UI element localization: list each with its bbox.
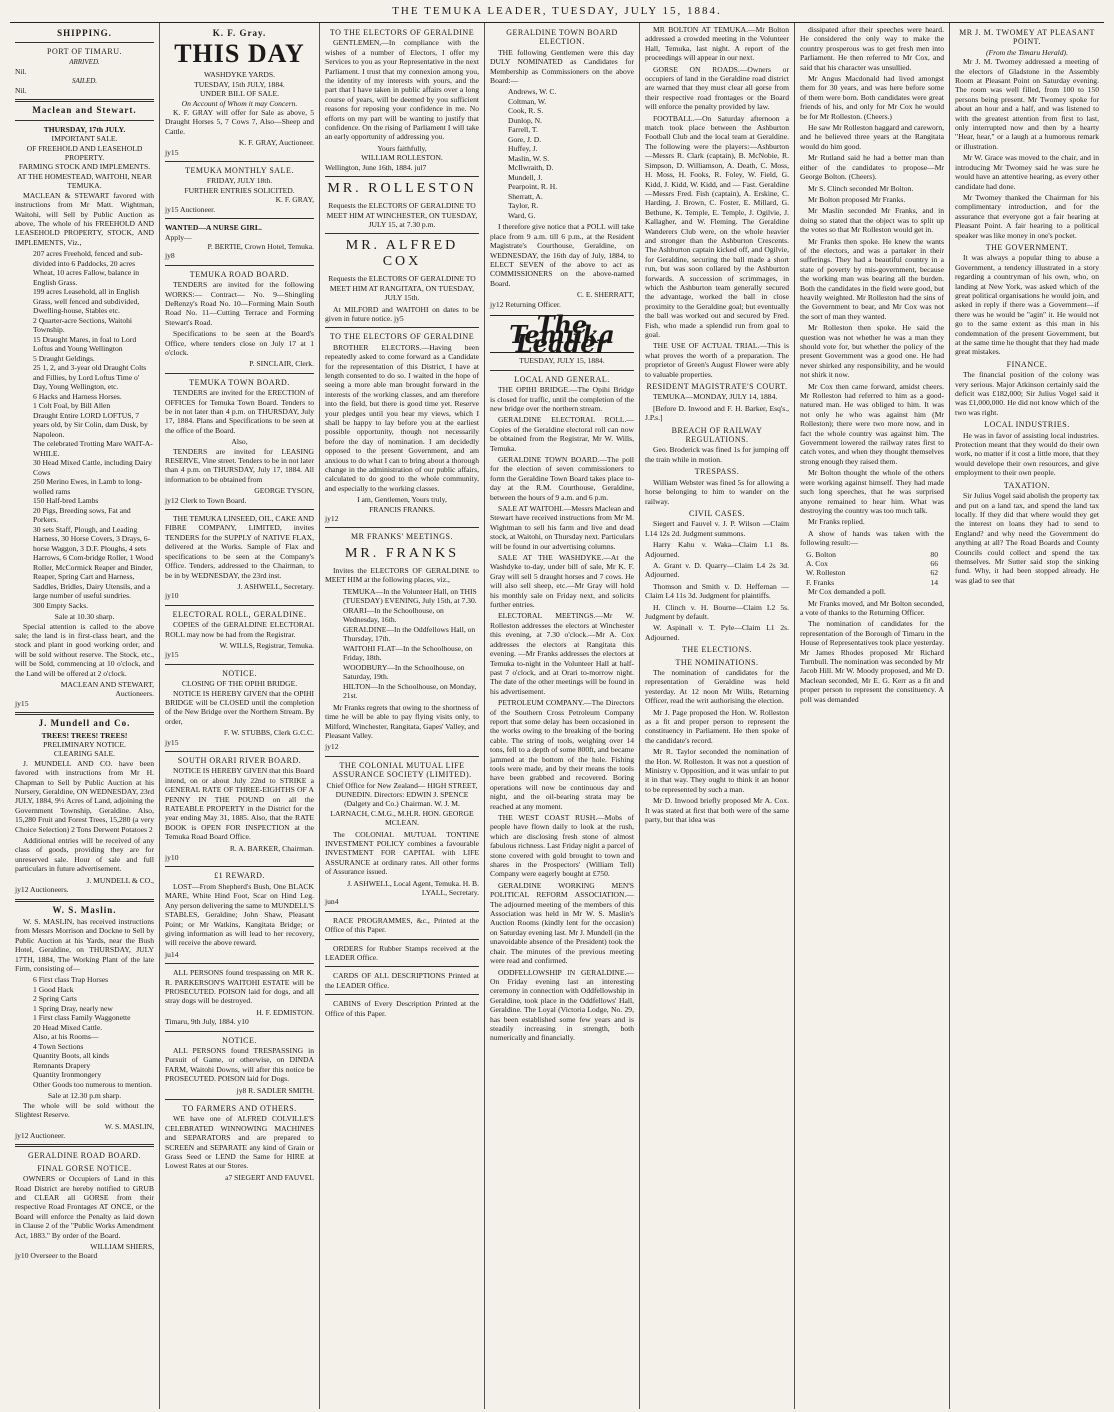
report-paragraph: Mr J. M. Twomey addressed a meeting of the electors of Gladstone in the Assembly Room at Pleasant Point on Saturday evening. The room was well filled, from 100 to 150 persons being present. Mr Twomey spoke for about an hour and a half, and was listened to with the greatest attention from first to last, only interrupted now and then by a hearty "Hear, hear," or a laugh at a humorous remark or illustration. [955,57,1099,151]
meeting-item: TEMUKA—In the Volunteer Hall, on THIS (TUESDAY) EVENING, July 15th, at 7.30. [343,586,477,606]
plant-item: 2 Spring Carts [33,994,77,1004]
linseed-body: THE TEMUKA LINSEED, OIL, CAKE AND FIBRE COMPANY, LIMITED, invites TENDERS for the SUPPLY of NATIVE FLAX, delivered at the Works. Sample of Flax and specifications to be seen at the Company's Office. Tenders, addressed to the Chairman, to be in by WEDNESDAY, the 23rd inst. [165,514,314,580]
road-board-signature: P. SINCLAIR, Clerk. [249,359,314,369]
candidate-name: McIlwraith, D. [508,163,554,173]
news-paragraph: SALE AT THE WASHDYKE.—At the Washdyke to-day, under bill of sale, Mr K. F. Gray will sell 5 draught horses and 7 cows. He will also sell sheep, etc.—Mr Gray will hold his monthly sale on Friday next, and solicits further entries. [490,553,634,610]
town-board-also: Also, [231,437,248,447]
cox-request: Requests the ELECTORS OF GERALDINE TO MEET HIM AT RANGITATA, ON TUESDAY, JULY 15th. [328,274,476,303]
monthly-signature: K. F. GRAY, [275,195,314,205]
farmers-body: WE have one of ALFRED COLVILLE'S CELEBRATED WINNOWING MACHINES and SEPARATORS and are prepared to SCREEN and SEPARATE any kind of Grain or Grass Seed or LEND the Same for HIRE at Lowest Rates at our Stores. [165,1114,314,1171]
ad-sale-line1: IMPORTANT SALE. [51,134,118,144]
wanted-apply: Apply— [165,232,192,242]
port-heading: PORT OF TIMARU. [47,47,122,57]
news-paragraph: Mr D. Inwood briefly proposed Mr A. Cox. It was stated at first that both were of the same party, but that idea was [645,796,789,825]
stock-item: 207 acres Freehold, fenced and sub-divided into 6 Paddocks, 20 acres Wheat, 10 acres Fallow, balance in English Grass. [33,249,143,287]
candidate-name: Dunlop, N. [508,115,542,125]
gray-date: TUESDAY, 15th JULY, 1884. [194,79,285,89]
maslin-signature: W. S. MASLIN, [104,1121,154,1131]
gray-signature: K. F. GRAY, Auctioneer. [238,138,314,148]
stock-item: 30 Head Mixed Cattle, including Dairy Cows [33,458,152,477]
result-name: G. Bolton [806,549,836,559]
section-heading: BREACH OF RAILWAY REGULATIONS. [671,425,763,445]
monthly-date: FRIDAY, JULY 18th. [206,176,273,186]
maslin-ref: jy12 Auctioneer. [15,1130,66,1140]
ad-firm-maclean: Maclean and Stewart. [32,105,137,116]
ad-sale-line2: OF FREEHOLD AND LEASEHOLD PROPERTY. [26,143,143,163]
rolleston-signature: WILLIAM ROLLESTON. [361,153,443,163]
further-entries: FURTHER ENTRIES SOLICITED. [184,185,295,195]
rolleston-close: Yours faithfully, [377,143,427,153]
sailed-nil: Nil. [15,86,27,96]
arrived-nil: Nil. [15,67,27,77]
candidate-name: Cook, R. S. [508,106,544,116]
news-paragraph: [Before D. Inwood and F. H. Barker, Esq's., J.P.s.] [645,403,789,423]
wanted-ref: jy8 [165,251,175,261]
news-paragraph: The nomination of candidates for the representation of the Borough of Timaru in the House of Representatives took place yesterday. Mr James Rhodes proposed Mr Richard Turnbull. The nomination was seconded by Mr Jacob Hill. Mr W. Moody proposed, and Mr D. Maclean seconded, Mr E. G. Kerr as a fit and proper person to represent the constituency. A poll was demanded [800,619,944,704]
news-paragraph: PETROLEUM COMPANY.—The Directors of the Southern Cross Petroleum Company report that some delay has been occasioned in the works owing to the breaking of the boring cable. The string of tools, weighing over 14 tons, fell to a depth of some 800ft, and became jammed at the bottom of the hole. Fishing tools were made, and by their means the tools have been grabbed and recovered. Boring operations will now be continuous day and night, and the oil-bearing strata may be reached at any moment. [490,698,634,811]
result-name: F. Franks [806,577,835,587]
news-paragraph: A. Grant v. D. Quarry—Claim L4 2s 3d. Adjourned. [645,560,789,580]
gray-body: K. F. GRAY will offer for Sale as above, 5 Draught Horses 5, 7 Cows 7, Also—Sheep and Cattle. [165,108,314,136]
cards-ad: CARDS OF ALL DESCRIPTIONS Printed at the LEADER Office. [325,971,479,990]
electors-heading-2: TO THE ELECTORS OF GERALDINE [329,332,475,342]
election-poll: I therefore give notice that a POLL will take place from 9 a.m. till 6 p.m., at the Resident Magistrate's Courthouse, Geraldine, on WEDNESDAY, the 16th day of July, 1884, to ELECT SEVEN of the above to act as COMMISSIONERS on the above-named Board. [490,222,634,288]
trespass-body: ALL PERSONS found trespassing on MR K. R. PARKERSON'S WAITOHI ESTATE will be PROSECUTED. POISON laid for dogs, and all stray dogs will be destroyed. [165,968,314,1006]
news-paragraph: H. Clinch v. H. Bourne—Claim L2 5s. Judgment by default. [645,602,789,621]
candidate-name: Mundell, J. [508,172,543,182]
result-name: W. Rolleston [806,568,846,578]
section-heading: THE NOMINATIONS. [675,657,759,667]
news-paragraph: Mr S. Clinch seconded Mr Bolton. [808,183,914,193]
gorse-ref: jy10 Overseer to the Board [15,1251,98,1261]
result-votes: 62 [930,568,938,578]
section-heading: THE ELECTIONS. [681,645,753,655]
section-heading: TRESPASS. [694,467,740,477]
farmers-signature: a7 SIEGERT AND FAUVEL [225,1172,314,1182]
section-heading: THE GOVERNMENT. [985,242,1069,252]
candidate-list [508,87,634,220]
plant-item: 1 First class Family Waggonette [33,1013,131,1023]
race-ad: RACE PROGRAMMES, &c., Printed at the Office of this Paper. [325,915,479,935]
candidate-name: Taylor, R. [508,201,539,211]
trespass-signature: H. F. EDMISTON. [256,1007,314,1017]
gray-firm: K. F. Gray. [212,28,267,38]
column-2 [160,23,320,1409]
town-board-body-2: TENDERS are invited for LEASING RESERVE, Vine street. Tenders to be in not later than 4 p.m. on THURSDAY, July 17, 1884. All information to be obtained from [165,446,314,484]
franks-signature: FRANCIS FRANKS. [369,504,435,514]
column-6 [795,23,950,1409]
report-paragraph: It was always a popular thing to abuse a Government, a tendency illustrated in a story regarding a countryman of his own, who, on landing at New York, was asked which of the great political organisations he would join, and asked in reply if there was a Government—if there was he would be "agin" it. He would not go to the same extent as this man in his condemnation of the present Government, but at the same time he thought that they had made great mistakes. [955,253,1099,357]
news-paragraph: THE WEST COAST RUSH.—Mobs of people have flown daily to look at the rush, which are disclosing fresh stone of almost fabulous richness. Last Friday night a parcel of stone covered with gold brought to town and shares in the Prospectors' (William Tell) Company were eagerly bought at £750. [490,813,634,879]
linseed-ref: jy10 [165,591,179,601]
mundell-ref: jy12 Auctioneers. [15,885,69,895]
stock-item: 25 1, 2, and 3-year old Draught Colts and Fillies, by Lord Loftus Time o' Day, Young Wellington, etc. [33,363,147,392]
result-row [806,550,938,559]
stock-item: 199 acres Leasehold, all in English Grass, well fenced and subdivided, Dwelling-house, Stables etc. [33,287,140,316]
news-paragraph: Mr R. Taylor seconded the nomination of the Hon. W. Rolleston. It was not a question of Ministry v. Opposition, and it was unfair to put it in that way. They ought to think it an honor to be represented by such a man. [645,747,789,794]
arrived-label: ARRIVED. [69,57,100,66]
column-1 [10,23,160,1409]
news-paragraph: Mr Franks then spoke. He knew the wants of the electors, and was a partaker in their sufferings. They had a beautiful country in a state of poverty by mis-government, because the working man was bearing all the burden. Both the candidates in the field were good, but heavily weighted. Mr Rolleston had the sins of the Government to bear, and Mr Cox was not the sort of man they wanted. [800,236,944,321]
news-paragraph: Mr Franks replied. [808,517,865,527]
ad-signature-role: Auctioneers. [115,689,154,699]
rolleston-ref: Wellington, June 16th, 1884. jul7 [325,162,427,172]
column-4 [485,23,640,1409]
orari-ref: jy10 [165,853,179,863]
reward-ref: ju14 [165,949,179,959]
roll-body: COPIES of the GERALDINE ELECTORAL ROLL may now be had from the Registrar. [165,620,314,639]
ad-firm-mundell: J. Mundell and Co. [38,718,131,729]
roll-signature: W. WILLS, Registrar, Temuka. [219,640,314,650]
local-news [490,385,634,1043]
report-paragraph: Mr Twomey thanked the Chairman for his complimentary introduction, and for the assurance that everyone got a fair hearing at Pleasant Point. A fair hearing to a political speaker was like money in one's pocket. [955,192,1099,240]
plant-item: Quantity Ironmongery [33,1070,102,1080]
colonial-ref: jun4 [325,897,339,907]
column-3 [320,23,485,1409]
rolleston-request: Requests the ELECTORS OF GERALDINE TO MEET HIM AT WINCHESTER, ON TUESDAY, JULY 15, at 7.30 p.m. [326,201,478,229]
special-note: Special attention is called to the above sale; the land is in first-class heart, and the stock and plant in good working order, and will be sold without reserve. The Stock, etc., will be Sold, commencing at 10 o'clock, and the Land will be offered at 2 o'clock. [15,621,154,678]
franks-name: MR. FRANKS [344,545,460,561]
franks-letter: BROTHER ELECTORS.—Having been repeatedly asked to come forward as a Candidate for the representation of this District, I have at length consented to do so. I waited in the hope of seeing a more able man brought forward in the interests of the working classes, and am therefore into the field, but there is good time yet. Reserve your pledges until you hear my views, which I shall be happy to lay before you at the earliest possible opportunity, though not necessarily before the day of nomination. I am decidedly opposed to the present Government, and am anxious to do what I can to bring about a thorough change in the administration of our public affairs, calculated to do good to the whole community, and especially to the working classes. [325,342,479,493]
meeting-item: ORARI—In the Schoolhouse, on Wednesday, 16th. [343,605,444,625]
column-5 [640,23,795,1409]
road-board-heading: TEMUKA ROAD BOARD. [189,269,290,279]
orari-heading: SOUTH ORARI RIVER BOARD. [177,756,302,765]
account: On Account of Whom it may Concern. [181,98,298,108]
stock-item: 20 Pigs, Breeding sows, Fat and Porkers. [33,505,131,525]
ad-place: AT THE HOMESTEAD, WAITOHI, NEAR TEMUKA. [17,171,152,191]
closing-heading: CLOSING OF THE OPIHI BRIDGE. [181,679,298,689]
colonial-policy: The COLONIAL MUTUAL TONTINE INVESTMENT POLICY combines a favourable INVESTMENT FOR CAPITAL with LIFE ASSURANCE at ordinary rates. All other forms of Assurance issued. [325,829,479,877]
candidate-name: Coltman, W. [508,96,547,106]
plant-item: 6 First class Trap Horses [33,975,109,985]
news-paragraph: THE OPIHI BRIDGE.—The Opihi Bridge is closed for traffic, until the completion of the new bridge over the northern stream. [490,385,634,413]
paper-banner: The Temuka Leader [490,315,634,353]
news-paragraph: Siegert and Fauvel v. J. P. Wilson —Claim L14 12s 2d. Judgment summons. [645,519,789,538]
cox-request-2: At MILFORD and WAITOHI on dates to be given in future notice. jy5 [325,304,479,323]
roll-ref: jy15 [165,650,179,660]
candidate-name: Sherratt, A. [508,191,543,201]
plant-item: Quantity Boots, all kinds [33,1051,109,1061]
news-paragraph: Mr Angus Macdonald had lived amongst them for 30 years, and was here before some of them were born. Both candidates were great friends of his, and only for Mr Cox he would be for Mr Rolleston. (Cheers.) [800,74,944,121]
news-column-5 [645,25,789,825]
report-paragraph: He was in favor of assisting local industries. Protection meant that they would do their own work, no matter if it cost a little more, that they would develope their own resources, and give employment to their own people. [955,430,1099,478]
column-7 [950,23,1104,1409]
clearing-heading: CLEARING SALE. [53,749,116,759]
this-day-title: THIS DAY [174,39,305,69]
masthead: THE TEMUKA LEADER, TUESDAY, JULY 15, 1884. [10,0,1104,23]
reward-body: LOST—From Shepherd's Bush, One BLACK MARE, White Hind Foot, Scar on Hind Leg. Any person delivering the same to MUNDELL'S STABLES, Geraldine; John Shaw, Pleasant Point; or Mr Watkins, Kangitata Bridge; or giving information as will lead to her recovery, will receive the above reward. [165,881,314,948]
sailed-label: SAILED. [71,76,98,85]
stock-item: 300 Empty Sacks. [33,600,89,610]
section-heading: RESIDENT MAGISTRATE'S COURT. [646,382,788,392]
news-paragraph: FOOTBALL.—On Saturday afternoon a match took place between the Ashburton Football Club and the local team at Geraldine. The following were the players:—Ashburton—Messrs R. Clark (captain), B. McNobie, R. Simpson, D. Williamson, A. Death, C. Moss, H. Moss, H. Fooks, R. Foley, W. Field, G. Kidd, J. Kidd, W. Kidd, and — Fast. Geraldine—Messrs Fred. Fish (captain), A. Erskine, C. Harding, J. Brown, C. Foster, E. Millard, G. Bethune, K. Temple, E. Temple, J. Ogilvie, J. Kallagher, and W. Fleming. The Geraldine Wanderers Club were, on the whole heavier and stronger than the Ashburton Crescents. The Ashburton captain kicked off, and Ogilvie, for Geraldine, securing the ball made a short run, but was soon collared by the Ashburton forwards. A succession of scrimmages, in which the Ashburton team generally secured the advantage, worked the ball in close proximity to the Geraldine goal; but eventually the ball was worked out and secured by Fred. Fish, who made a splendid run from goal to goal. [645,113,789,339]
twomey-report [955,57,1099,585]
candidate-name: Huffey, J. [508,144,538,154]
notice-heading: NOTICE. [222,668,257,678]
town-board-heading: TEMUKA TOWN BOARD. [189,377,290,387]
trespass-ref: Timaru, 9th July, 1884. y10 [165,1017,249,1027]
franks-meeting-list [343,587,479,701]
notice2-body: ALL PERSONS found TRESPASSING in Pursuit of Game, or otherwise, on DINDA FARM, Waitohi Downs, will after this notice be PROSECUTED. POISON laid for Dogs. [165,1045,314,1084]
ad-firm-maslin: W. S. Maslin. [52,904,117,915]
plant-item: 20 Head Mixed Cattle. [33,1022,103,1032]
news-paragraph: TEMUKA—MONDAY, JULY 14, 1884. [653,392,778,402]
news-paragraph: dissipated after their speeches were heard. He considered the only way to make the country prosperous was to get fresh men into Parliament. He then referred to Mr Cox, and said that his character was unsullied. [800,25,944,72]
news-column-6 [800,25,944,548]
gray-ref: jy15 [165,147,179,157]
electors-heading: TO THE ELECTORS OF GERALDINE [329,28,475,37]
result-votes: 66 [930,558,938,568]
mundell-body-2: Additional entries will be received of any class of goods, providing they are for unreserved sale. Hour of sale and full particulars in future advertisement. [15,836,154,874]
monthly-ref: jy15 Auctioneer. [165,204,216,214]
section-heading: LOCAL INDUSTRIES. [984,420,1070,430]
franks-regret: Mr Franks regrets that owing to the shortness of time he will be able to pay flying visits only, to Milford, Winchester, Rangitata, Gapes' Valley, and Pleasant Valley. [325,702,479,740]
news-paragraph: Geo. Broderick was fined 1s for jumping off the train while in motion. [645,445,789,464]
election-heading: GERALDINE TOWN BOARD ELECTION. [506,28,618,47]
news-paragraph: Mr Cox demanded a poll. [808,587,886,597]
stock-item: 6 Hacks and Harness Horses. [33,391,122,401]
rolleston-name: MR. ROLLESTON [327,181,477,197]
meeting-item: GERALDINE—In the Oddfellows Hall, on Thursday, 17th. [343,624,476,644]
report-paragraph: The financial position of the colony was very serious. Major Atkinson certainly said the deficit was £182,000; Sir Julius Vogel said it was £1,000,000. He did not know which of the two was right. [955,370,1099,417]
rolleston-letter: GENTLEMEN,—In compliance with the wishes of a number of Electors, I offer my Services to you as your Representative in the next Parliament. I trust that my connexion among you, the identity of my interests with yours, and the part that I have taken in public affairs over a long course of years, will be deemed by you sufficient reasons for reposing your confidence in me. No efforts on my part will be wanting to justify that confidence. On the rising of Parliament I will take an early opportunity of addressing you. [325,38,479,142]
linseed-signature: J. ASHWELL, Secretary. [237,581,314,591]
news-paragraph: GERALDINE WORKING MEN'S POLITICAL REFORM ASSOCIATION.—The adjourned meeting of the members of this Association was held in Mr W. S. Maslin's Auction Rooms (kindly lent for the occasion) on Saturday evening last. Mr J. Mundell (in the unavoidable absence of the President) took the chair. The minutes of the previous meeting were read and confirmed. [490,880,634,966]
stock-item: The celebrated Trotting Mare WAIT-A-WHILE. [33,439,153,458]
result-name: A. Cox [806,558,828,568]
sale-time: Sale at 10.30 sharp. [54,612,115,622]
result-votes: 14 [930,577,938,587]
maslin-body: W. S. MASLIN, has received instructions from Messrs Morrison and Dockne to Sell by Public Auction at his Yards, near the Bush Hotel, Geraldine, on THURSDAY, JULY 17TH, 1884, The Working Plant of the late Firm, consisting of— [15,916,154,973]
plant-item: 4 Town Sections [33,1041,84,1051]
news-paragraph: GERALDINE TOWN BOARD.—The poll for the election of seven commissioners to form the Geraldine Town Board takes place to-day at the R.M. Courthouse, Geraldine, between the hours of 9 a.m. and 6 p.m. [490,454,634,502]
mundell-signature: J. MUNDELL & CO., [86,875,154,885]
stock-item: 2 Quarter-acre Sections, Waitohi Township. [33,315,133,335]
town-board-body: TENDERS are invited for the ERECTION of OFFICES for Temuka Town Board. Tenders to be in not later than 4 p.m. on THURSDAY, July 17, 1884. Plans and Specifications to be seen at the office of the Board. [165,388,314,435]
section-heading: TAXATION. [1003,480,1051,490]
franks-invite: Invites the ELECTORS OF GERALDINE to MEET HIM at the following places, viz., [325,565,479,585]
wanted-heading: WANTED—A NURSE GIRL. [165,223,262,233]
election-ref: jy12 Returning Officer. [490,299,561,309]
road-board-body: TENDERS are invited for the following WORKS:— Contract— No. 9—Shingling DeRenzy's Road No. 10—Forming Main South Road No. 11—Cutting Terrace and Forming Stewart's Road. [165,280,314,327]
twomey-source: (From the Timaru Herald). [986,47,1068,57]
news-paragraph: A show of hands was taken with the following result:— [800,528,944,548]
orari-signature: R. A. BARKER, Chairman. [229,843,314,853]
news-paragraph: Mr Maslin seconded Mr Franks, and in doing so stated that the object was to split up the votes so that Mr Rolleston would get in. [800,206,944,235]
stock-list [33,249,154,610]
news-paragraph: GORSE ON ROADS.—Owners or occupiers of land in the Geraldine road district are warned that they must clear all gorse from their respective road frontages or the Board will enforce the penalty provided by law. [645,64,789,112]
news-paragraph: Mr J. Page proposed the Hon. W. Rolleston as a fit and proper person to represent the constituency in Parliament. He then spoke of the candidate's record. [645,707,789,745]
news-paragraph: Mr Bolton thought the whole of the others were working against himself. They had made such long speeches, that he was surprised anyone remained to hear him. What was destroying the country was too much talk. [800,468,944,515]
franks-ref: jy12 [325,514,339,524]
stock-item: 5 Draught Geldings. [33,353,95,363]
maslin-note: The whole will be sold without the Slightest Reserve. [15,1100,154,1120]
news-paragraph: Mr Rolleston then spoke. He said the question was not whether he was a man they should vote for, but whether the policy of the present Government was a good one. He had never shirked any responsibility, and he would not shirk it now. [800,323,944,380]
result-row [806,578,938,587]
gorse-final: FINAL GORSE NOTICE. [37,1163,132,1173]
candidate-name: Gore, J. D. [508,134,542,144]
notice2-signature: jy8 R. SADLER SMITH. [236,1085,314,1095]
news-paragraph: Mr Bolton proposed Mr Franks. [808,194,906,204]
cabins-ad: CABINS of Every Description Printed at the Office of this Paper. [325,999,479,1018]
news-paragraph: W. Aspinall v. T. Pyle—Claim L1 2s. Adjourned. [645,623,789,642]
franks-meetings-heading: MR FRANKS' MEETINGS. [351,532,453,542]
candidate-name: Farrell, T. [508,125,538,135]
stock-item: Draught Entire LORD LOFTUS, 7 years old, by Sir Colin, dam Dusk, by Napoleon. [33,410,148,439]
news-paragraph: ODDFELLOWSHIP IN GERALDINE.—On Friday evening last an interesting ceremony in connection with Oddfellowship in Geraldine, took place in the Oddfellows' Hall, Geraldine. The Loyal (Victoria Lodge, No. 29, has been established some few years and is steadily increasing in strength, both numerically and financially. [490,967,634,1043]
gorse-body: OWNERS or Occupiers of Land in this Road District are hereby notified to GRUB and CLEAR all GORSE from their respective Road Frontages AT ONCE, or the Board will enforce the Penalty as laid down in Clause 2 of the "Public Works Amendment Act, 1883." By order of the Board. [15,1174,154,1240]
plant-item: Remnants Drapery [33,1060,91,1070]
prelim-heading: PRELIMINARY NOTICE. [43,740,126,749]
ad-sale-line3: FARMING STOCK AND IMPLEMENTS. [18,162,151,172]
gorse-signature: WILLIAM SHIERS, [90,1242,154,1252]
colonial-signature: J. ASHWELL, Local Agent, Temuka. H. B. LYALL, Secretary. [347,878,479,897]
news-paragraph: Mr Cox then came forward, amidst cheers. Mr Rolleston had referred to him as a good-natured man. He was obliged to him. It was not only he who was against him (Mr Rolleston); there were two more now, and in fact the whole country was against him. The Government lowered the railway rates first to catch votes, and when they thought themselves strong enough they raised them. [800,381,944,466]
shipping-heading: SHIPPING. [57,28,112,38]
meeting-item: WOODBURY—In the Schoolhouse, on Saturday, 19th. [343,662,465,682]
plant-item: 1 Spring Dray, nearly new [33,1003,113,1013]
news-paragraph: He saw Mr Rolleston haggard and careworn, and he believed three years at the Rangitata would do him good. [800,123,945,151]
twomey-heading: MR J. M. TWOMEY AT PLEASANT POINT. [959,28,1095,47]
colonial-heading: THE COLONIAL MUTUAL LIFE ASSURANCE SOCIETY (LIMITED). [332,760,472,780]
candidate-name: Andrews, W. C. [508,87,557,97]
news-paragraph: MR BOLTON AT TEMUKA.—Mr Bolton addressed a crowded meeting in the Volunteer Hall, Temuka, last night. A report of the proceedings will appear in our next. [645,25,789,63]
news-column-6-after [800,587,944,704]
election-intro: THE following Gentlemen were this day DULY NOMINATED as Candidates for Membership as Commissioners on the above Board:— [490,47,634,86]
ad-signature: MACLEAN AND STEWART, [60,679,154,689]
news-paragraph: THE USE OF ACTUAL TRIAL.—This is what proves the worth of a preparation. The proprietor of Green's August Flower were ably to valuable properties. [645,341,789,379]
show-of-hands-results [800,550,944,588]
closing-ref: jy15 [165,737,179,747]
reward-heading: £1 REWARD. [214,871,265,881]
franks-meeting-ref: jy12 [325,742,339,752]
stock-item: 1 Colt Foal, by Bill Allen [33,401,111,411]
stock-item: 250 Merino Ewes, in Lamb to long-wolled rams [33,477,143,496]
news-paragraph: Mr Rutland said he had a better man than either of the candidates to propose—Mr George Bolton. (Cheers). [800,153,944,182]
news-paragraph: The nomination of candidates for the representation of Geraldine was held yesterday. At 12 noon Mr Wills, Returning Officer, read the writ authorising the election. [645,668,789,706]
report-paragraph: Mr W. Grace was moved to the chair, and in introducing Mr Twomey said he was sure he would have an attentive hearing, as every other candidate had done. [955,153,1099,191]
notice2-heading: NOTICE. [222,1035,257,1045]
roll-heading: ELECTORAL ROLL, GERALDINE. [172,609,307,619]
section-heading: FINANCE. [1006,359,1048,369]
ad-ref: jy15 [15,698,29,708]
plant-item: Other Goods too numerous to mention. [33,1079,152,1089]
candidate-name: Maslin, W. S. [508,153,550,163]
colonial-directors: Chief Office for New Zealand— HIGH STREET, DUNEDIN. Directors: EDWIN J. SPENCE (Dalgety and Co.) Chairman. W. J. M. LARNACH, C.M.G., M.H.R. HON. GEORGE MCLEAN. [326,780,478,828]
stock-item: 30 sets Staff, Plough, and Leading Harness, 30 Horse Covers, 3 Drays, 6-horse Waggon, 3 D.F. Ploughs, 4 sets Harrows, 6 Com-bridge Roller, 1 Wood Roller, McCormick Reaper and Binder, Reaper, Spring Cart and Harness, Saddles, Bridles, Dairy Utensils, and a large number of useful sundries. [33,524,154,601]
orari-body: NOTICE IS HEREBY GIVEN that this Board intend, on or about July 22nd to STRIKE a GENERAL RATE OF THREE-EIGHTHS OF A PENNY IN THE POUND on all the RATEABLE PROPERTY in the District for the year ending May 31, 1885. Also, that the RATE BOOK is OPEN FOR INSPECTION at the Temuka Road Board Office. [165,766,314,842]
news-paragraph: William Webster was fined 5s for allowing a horse belonging to him to wander on the railway. [645,477,789,506]
meeting-item: HILTON—In the Schoolhouse, on Monday, 21st. [343,681,477,701]
report-paragraph: Sir Julius Vogel said abolish the property tax and put on a land tax, and spend the land tax locally. If they did that where would they get the interest on loans they had to send to England? and why need the Government do anything at all? The Road Boards and County Councils could collect and spend the tax themselves. Mr Sutter said stop the sinking fund. Why, it had been stopped already. He was glad to see that [955,491,1099,585]
mundell-body: J. MUNDELL AND CO. have been favored with instructions from Mr H. Chapman to Sell by Public Auction at his Nursery, Geraldine, ON WEDNESDAY, 23rd JULY, 1884, 9½ Acres of Land, adjoining the Government Township, Geraldine. Also, 15,280 Fruit and Forest Trees, 15,280 (a very Choice Selection) 2 Tons Derwent Potatoes 2 [15,758,154,834]
monthly-sale: TEMUKA MONTHLY SALE. [185,166,294,176]
yards: WASHDYKE YARDS. [203,70,276,80]
paper-date: TUESDAY, JULY 15, 1884. [519,356,605,366]
orders-ad: ORDERS for Rubber Stamps received at the LEADER Office. [325,943,479,963]
news-paragraph: Mr Franks moved, and Mr Bolton seconded, a vote of thanks to the Returning Officer. [800,598,944,617]
candidate-name: Pearpoint, R. H. [508,182,558,192]
town-board-signature: GEORGE TYSON, [254,486,314,496]
town-board-ref: jy12 Clerk to Town Board. [165,495,247,505]
news-paragraph: Harry Kahu v. Waka—Claim L1 8s. Adjourned. [645,540,789,559]
result-votes: 80 [930,549,938,559]
news-paragraph: ELECTORAL MEETINGS.—Mr W. Rolleston addresses the electors at Winchester this evening, at 7.30 o'clock.—Mr A. Cox addresses the electors at Rangitata this evening. —Mr Franks addresses the electors at Temuka to-night in the Volunteer Hall at half-past 7 o'clock, and at Orari to-morrow night. The date of the other meetings will be found in his advertisement. [490,611,634,696]
closing-body: NOTICE IS HEREBY GIVEN that the OPIHI BRIDGE will be CLOSED until the completion of the New Bridge over the Northern Stream. By order, [165,688,314,726]
cox-name: MR. ALFRED COX [345,238,459,270]
news-paragraph: GERALDINE ELECTORAL ROLL.—Copies of the Geraldine electoral roll can now be obtained from the Registrar, Mr W. Wills, Temuka. [490,415,634,453]
section-heading: CIVIL CASES. [689,508,745,518]
stock-item: 15 Draught Mares, in foal to Lord Loftus and Young Wellington [33,334,137,354]
farmers-heading: TO FARMERS AND OTHERS. [182,1104,297,1113]
news-paragraph: SALE AT WAITOHI.—Messrs Maclean and Stewart have received instructions from Mr M. Wightman to sell his farm and live and dead stock, at Waitohi, on Thursday next. Particulars will be found in our advertising columns. [490,504,634,551]
plant-list [33,975,154,1089]
result-row [806,568,938,577]
meeting-item: WAITOHI FLAT—In the Schoolhouse, on Friday, 18th. [343,643,473,663]
maslin-time: Sale at 12.30 p.m sharp. [47,1091,122,1101]
result-row [806,559,938,568]
stock-item: 150 Half-bred Lambs [33,496,99,506]
under-bill: UNDER BILL OF SALE. [199,89,280,99]
local-general-heading: LOCAL AND GENERAL. [514,374,610,384]
candidate-name: Ward, G. [508,210,536,220]
wanted-signature: P. BERTIE, Crown Hotel, Temuka. [207,241,314,251]
news-paragraph: Thomson and Smith v. D. Heffernan —Claim L4 11s 3d. Judgment for plaintiffs. [645,581,789,601]
ad-date: THURSDAY, 17th JULY. [43,124,126,134]
plant-item: Also, at his Rooms— [33,1032,99,1042]
gorse-board: GERALDINE ROAD BOARD. [28,1151,141,1161]
plant-item: 1 Good Hack [33,984,74,994]
ad-body: MACLEAN & STEWART favored with instructions from Mr Matt. Wightman, Waitohi, will Sell by Public Auction as above, The whole of his FREEHOLD AND LEASEHOLD PROPERTY, STOCK, AND IMPLEMENTS, Viz., [15,190,154,247]
trees-heading: TREES! TREES! TREES! [41,730,128,740]
road-board-spec: Specifications to be seen at the Board's Office, where tenders close on July 17 at 1 o'clock. [165,329,314,357]
election-signature: C. E. SHERRATT, [576,290,634,300]
closing-signature: F. W. STUBBS, Clerk G.C.C. [223,728,314,738]
franks-close: I am, Gentlemen, Yours truly, [357,495,447,505]
